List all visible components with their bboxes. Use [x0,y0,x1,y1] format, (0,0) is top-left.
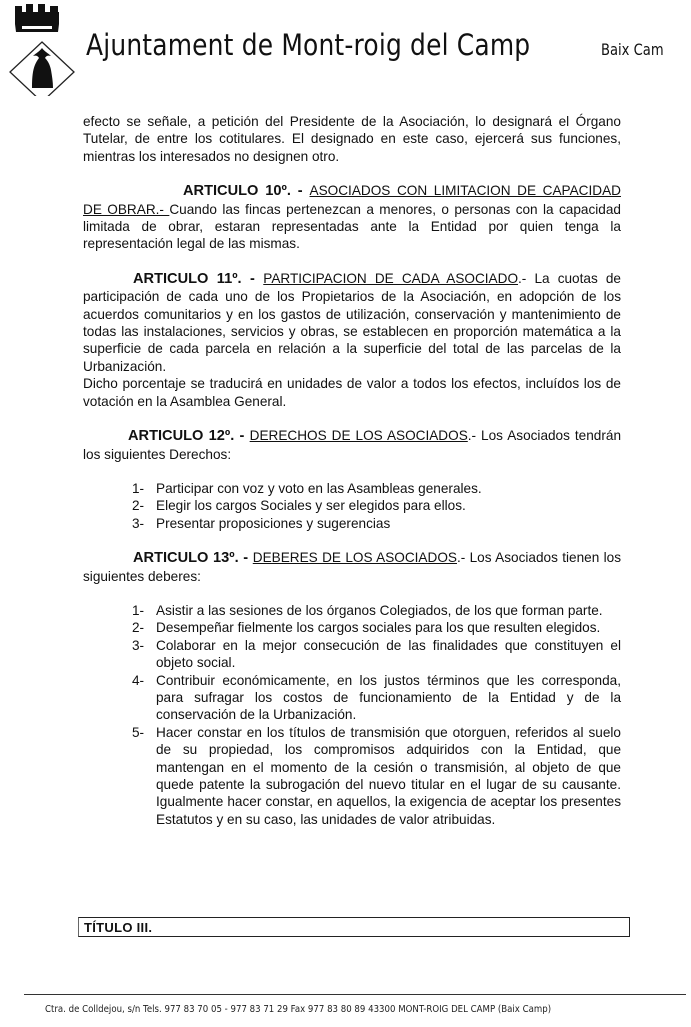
article-11-title: PARTICIPACION DE CADA ASOCIADO [263,270,519,286]
article-11 [83,270,621,375]
document-body [83,113,621,828]
header-subtitle: Baix Cam [601,40,664,59]
list-item: 4- Contribuir económicamente, en los justos términos que les corresponda, para sufragar los costos de funcionamiento de la Entidad y de la conservación de la Urbanización. [132,672,621,723]
article-11-heading: ARTICULO 11º. - [133,270,264,287]
list-item: 5- Hacer constar en los títulos de transmisión que otorguen, referidos al suelo de su propiedad, los compromisos adquiridos con la Entidad, que mantengan en el momento de la cesión o transmisión, al objeto de que quede patente la subrogación del nuevo titular en el lugar de su causante. Igualmente hacer constar, en aquellos, la exigencia de aceptar los presentes Estatutos y en su caso, las unidades de valor atribuidas. [132,724,621,827]
list-item: 1- Participar con voz y voto en las Asambleas generales. [132,480,482,496]
article-13-title: DEBERES DE LOS ASOCIADOS [252,550,457,566]
article-12-title: DERECHOS DE LOS ASOCIADOS [249,428,468,444]
article-11-body-2: Dicho porcentaje se traducirá en unidades de valor a todos los efectos, incluídos los de votación en la Asamblea General. [83,376,621,409]
list-item: 3- Presentar proposiciones y sugerencias [132,515,391,531]
header-title: Ajuntament de Mont-roig del Camp [86,28,531,62]
article-10-body: Cuando las fincas pertenezcan a menores, o personas con la capacidad limitada de obrar, estaran representadas ante la Entidad por quien tenga la representación legal de las mismas. [83,201,621,252]
article-13-body: .- Los Asociados tienen los siguientes deberes: [83,550,621,584]
article-10-title: ASOCIADOS CON LIMITACION DE CAPACIDAD DE OBRAR.- [83,183,621,217]
article-10 [83,182,621,253]
footer-contact: Ctra. de Colldejou, s/n Tels. 977 83 70 05 - 977 83 71 29 Fax 977 83 80 89 43300 MONT-ROIG DEL CAMP (Baix Camp) [45,1004,552,1015]
article-12-heading: ARTICULO 12º. - [128,428,250,445]
coat-of-arms-logo [6,4,78,96]
article-13 [83,549,621,585]
article-13-list [83,602,621,828]
list-item: 3- Colaborar en la mejor consecución de las finalidades que constituyen el objeto social. [132,637,621,671]
article-11-body: .- La cuotas de participación de cada uno de los Propietarios de la Asociación, en adopción de los acuerdos comunitarios y en los gastos de utilización, conservación y mantenimiento de todas las instalaciones, servicios y obras, se establecen en proporción matemática a la superficie de cada parcela en relación a la superficie del total de las parcelas de la Urbanización. [83,270,621,374]
list-item: 1- Asistir a las sesiones de los órganos Colegiados, de los que forman parte. [132,602,603,618]
diamond-shield-icon [10,42,74,96]
article-12 [83,427,621,463]
section-title: TÍTULO III. [84,920,153,935]
section-title-box [78,917,630,937]
footer-divider [24,994,686,995]
article-10-heading: ARTICULO 10º. - [183,183,310,200]
crown-icon [15,4,59,32]
article-13-heading: ARTICULO 13º. - [133,550,253,567]
list-item: 2- Desempeñar fielmente los cargos sociales para los que resulten elegidos. [132,620,601,636]
intro-paragraph: efecto se señale, a petición del Presidente de la Asociación, lo designará el Órgano Tutelar, de entre los cotitulares. El designado en este caso, ejercerá sus funciones, mientras los interesados no designen otro. [83,114,621,164]
list-item: 2- Elegir los cargos Sociales y ser elegidos para ellos. [132,498,466,514]
article-12-list [83,480,621,532]
article-12-body: .- Los Asociados tendrán los siguientes Derechos: [83,428,621,462]
